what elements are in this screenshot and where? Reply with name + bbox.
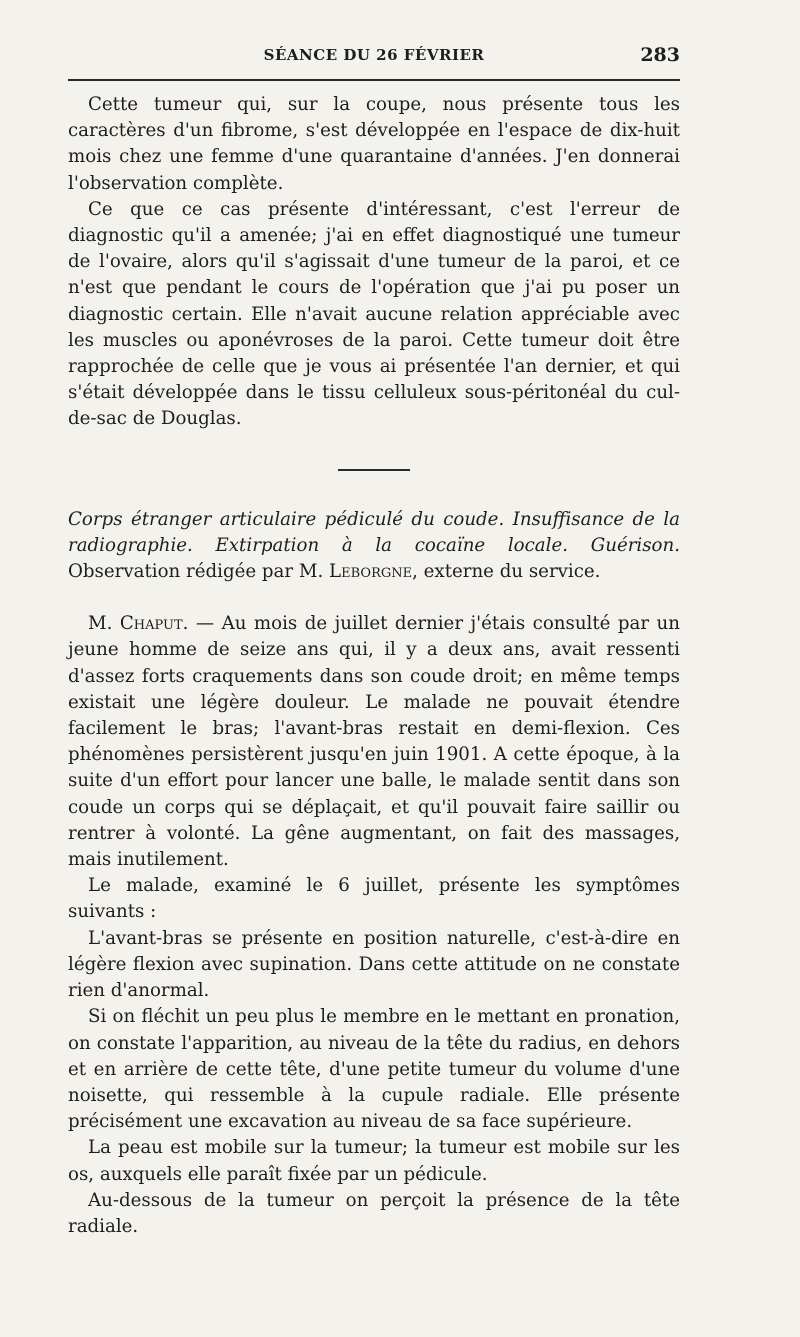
paragraph: La peau est mobile sur la tumeur; la tumeur est mobile sur les os, auxquels elle paraît fixée par un pédicule. <box>68 1137 680 1185</box>
paragraph: Ce que ce cas présente d'intéressant, c'est l'erreur de diagnostic qu'il a amenée; j'ai en effet diagnostiqué une tumeur de l'ovaire, alors qu'il s'agissait d'une tumeur de la paroi, et ce n'est que pendant le cours de l'opération que j'ai pu poser un diagnostic certain. Elle n'avait aucune relation appréciable avec les muscles ou aponévroses de la paroi. Cette tumeur doit être rapprochée de celle que je vous ai présentée l'an dernier, et qui s'était développée dans le tissu celluleux sous-péritonéal du cul-de-sac de Douglas. <box>68 198 680 430</box>
paragraph: Si on fléchit un peu plus le membre en le mettant en pronation, on constate l'apparition, au niveau de la tête du radius, en dehors et en arrière de cette tête, d'une petite tumeur du volume d'une noisette, qui ressemble à la cupule radiale. Elle présente précisément une excavation au niveau de sa face supérieure. <box>68 1006 680 1133</box>
paragraph: Au-dessous de la tumeur on perçoit la présence de la tête radiale. <box>68 1189 680 1237</box>
speaker-name: M. Chaput. <box>88 613 189 635</box>
header-rule <box>68 79 680 81</box>
paragraph: Le malade, examiné le 6 juillet, présente les symptômes suivants : <box>68 875 680 923</box>
observation-title-italic: Corps étranger articulaire pédiculé du coude. Insuffisance de la radiographie. Extirpation à la cocaïne locale. Guérison. <box>68 508 680 556</box>
page-body <box>68 92 680 1240</box>
paragraph: L'avant-bras se présente en position naturelle, c'est-à-dire en légère flexion avec supination. Dans cette attitude on ne constate rien d'anormal. <box>68 927 680 1002</box>
page-number: 283 <box>640 44 680 66</box>
observation-title-roman: Observation rédigée par M. <box>68 561 330 583</box>
observation-title <box>68 507 680 586</box>
running-head <box>68 44 680 72</box>
paragraph <box>68 611 680 873</box>
running-title: SÉANCE DU 26 FÉVRIER <box>263 46 485 64</box>
paragraph: Cette tumeur qui, sur la coupe, nous présente tous les caractères d'un fibrome, s'est développée en l'espace de dix-huit mois chez une femme d'une quarantaine d'années. J'en donnerai l'observation complète. <box>68 94 680 194</box>
paragraph-text: — Au mois de juillet dernier j'étais consulté par un jeune homme de seize ans qui, il y a deux ans, avait ressenti d'assez forts craquements dans son coude droit; en même temps existait une légère douleur. Le malade ne pouvait étendre facilement le bras; l'avant-bras restait en demi-flexion. Ces phénomènes persistèrent jusqu'en juin 1901. A cette époque, à la suite d'un effort pour lancer une balle, le malade sentit dans son coude un corps qui se déplaçait, et qu'il pouvait faire saillir ou rentrer à volonté. La gêne augmentant, on fait des massages, mais inutilement. <box>68 613 680 871</box>
observation-author: Leborgne <box>329 561 413 583</box>
section-separator <box>338 469 410 471</box>
observation-title-end: , externe du service. <box>412 561 601 583</box>
